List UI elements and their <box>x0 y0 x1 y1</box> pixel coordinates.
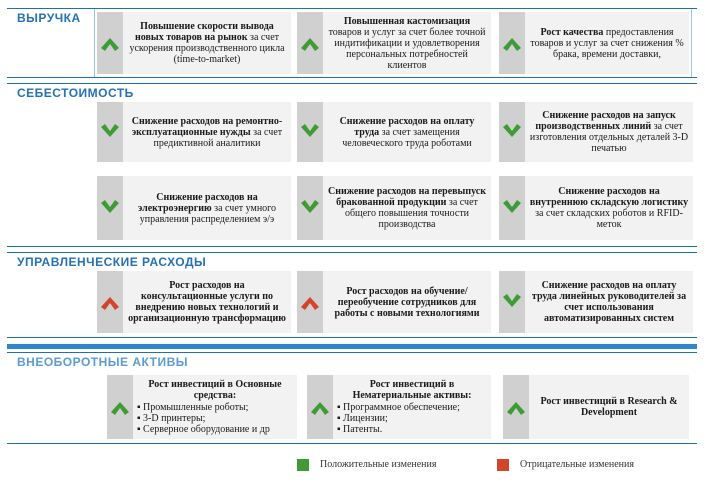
card-management-1: Рост расходов на консультационные услуги по внедрению новых технологий и организационную трансформацию <box>97 271 291 333</box>
list-item: ▪ 3-D принтеры; <box>137 413 270 424</box>
chevron-down-green-icon <box>97 102 123 162</box>
chevron-up-green-icon <box>107 375 133 439</box>
section-title-management: УПРАВЛЕНЧЕСКИЕ РАСХОДЫ <box>17 255 207 269</box>
list-item: ▪ Патенты. <box>337 424 460 435</box>
section-title-revenue: ВЫРУЧКА <box>17 11 81 25</box>
chevron-up-red-icon <box>97 271 123 333</box>
card-revenue-2: Повышенная кастомизация товаров и услуг за счет более точной индитификации и удовлетворения персональных потребностей клиентов <box>297 12 491 74</box>
card-assets-3: Рост инвестиций в Research & Development <box>503 375 689 439</box>
section-management <box>7 252 697 338</box>
section-assets <box>7 352 697 444</box>
list-item: ▪ Промышленные роботы; <box>137 402 270 413</box>
list-item: ▪ Серверное оборудование и др <box>137 424 270 435</box>
chevron-up-green-icon <box>297 12 323 74</box>
card-cost-2: Снижение расходов на оплату труда за счет замещения человеческого труда роботами <box>297 102 491 162</box>
assets-list-intangible <box>337 402 460 435</box>
chevron-down-green-icon <box>499 176 525 240</box>
card-cost-5: Снижение расходов на перевыпуск бракованной продукции за счет общего повышения точности производства <box>297 176 491 240</box>
card-assets-1: Рост инвестиций в Основные средства: ▪ Промышленные роботы; ▪ 3-D принтеры; ▪ Серверное оборудование и др <box>107 375 297 439</box>
section-cost <box>7 83 697 247</box>
chevron-down-green-icon <box>499 271 525 333</box>
divider <box>94 9 95 77</box>
chevron-up-green-icon <box>499 12 525 74</box>
separator-bar <box>7 344 697 349</box>
divider <box>691 9 692 77</box>
card-assets-2: Рост инвестиций в Нематериальные активы: ▪ Программное обеспечение; ▪ Лицензии; ▪ Патенты. <box>307 375 491 439</box>
chevron-down-green-icon <box>97 176 123 240</box>
card-cost-4: Снижение расходов на электроэнергию за счет умного управления распределением э/э <box>97 176 291 240</box>
chevron-up-green-icon <box>97 12 123 74</box>
chevron-up-green-icon <box>307 375 333 439</box>
assets-list-fixed <box>137 402 270 435</box>
card-management-3: Снижение расходов на оплату труда линейных руководителей за счет использования автоматизированных систем <box>499 271 693 333</box>
card-revenue-1: Повышение скорости вывода новых товаров на рынок за счет ускорения производственного цикла (time-to-market) <box>97 12 291 74</box>
card-cost-6: Снижение расходов на внутреннюю складскую логистику за счет складских роботов и RFID-меток <box>499 176 693 240</box>
card-revenue-3: Рост качества предоставления товаров и услуг за счет снижения % брака, времени доставки, <box>499 12 689 74</box>
chevron-up-red-icon <box>297 271 323 333</box>
legend-positive-swatch <box>297 459 309 471</box>
section-title-assets: ВНЕОБОРОТНЫЕ АКТИВЫ <box>17 355 189 369</box>
section-title-cost: СЕБЕСТОИМОСТЬ <box>17 86 134 100</box>
chevron-down-green-icon <box>297 176 323 240</box>
section-revenue <box>7 8 697 78</box>
list-item: ▪ Лицензии; <box>337 413 460 424</box>
legend-negative-label: Отрицательные изменения <box>520 459 634 470</box>
chevron-down-green-icon <box>499 102 525 162</box>
legend-positive-label: Положительные изменения <box>320 459 437 470</box>
card-management-2: Рост расходов на обучение/переобучение сотрудников для работы с новыми технологиями <box>297 271 491 333</box>
list-item: ▪ Программное обеспечение; <box>337 402 460 413</box>
legend-negative-swatch <box>497 459 509 471</box>
card-cost-1: Снижение расходов на ремонтно-эксплуатационные нужды за счет предиктивной аналитики <box>97 102 291 162</box>
chevron-up-green-icon <box>503 375 529 439</box>
card-cost-3: Снижение расходов на запуск производственных линий за счет изготовления отдельных деталей 3-D печатью <box>499 102 693 162</box>
chevron-down-green-icon <box>297 102 323 162</box>
